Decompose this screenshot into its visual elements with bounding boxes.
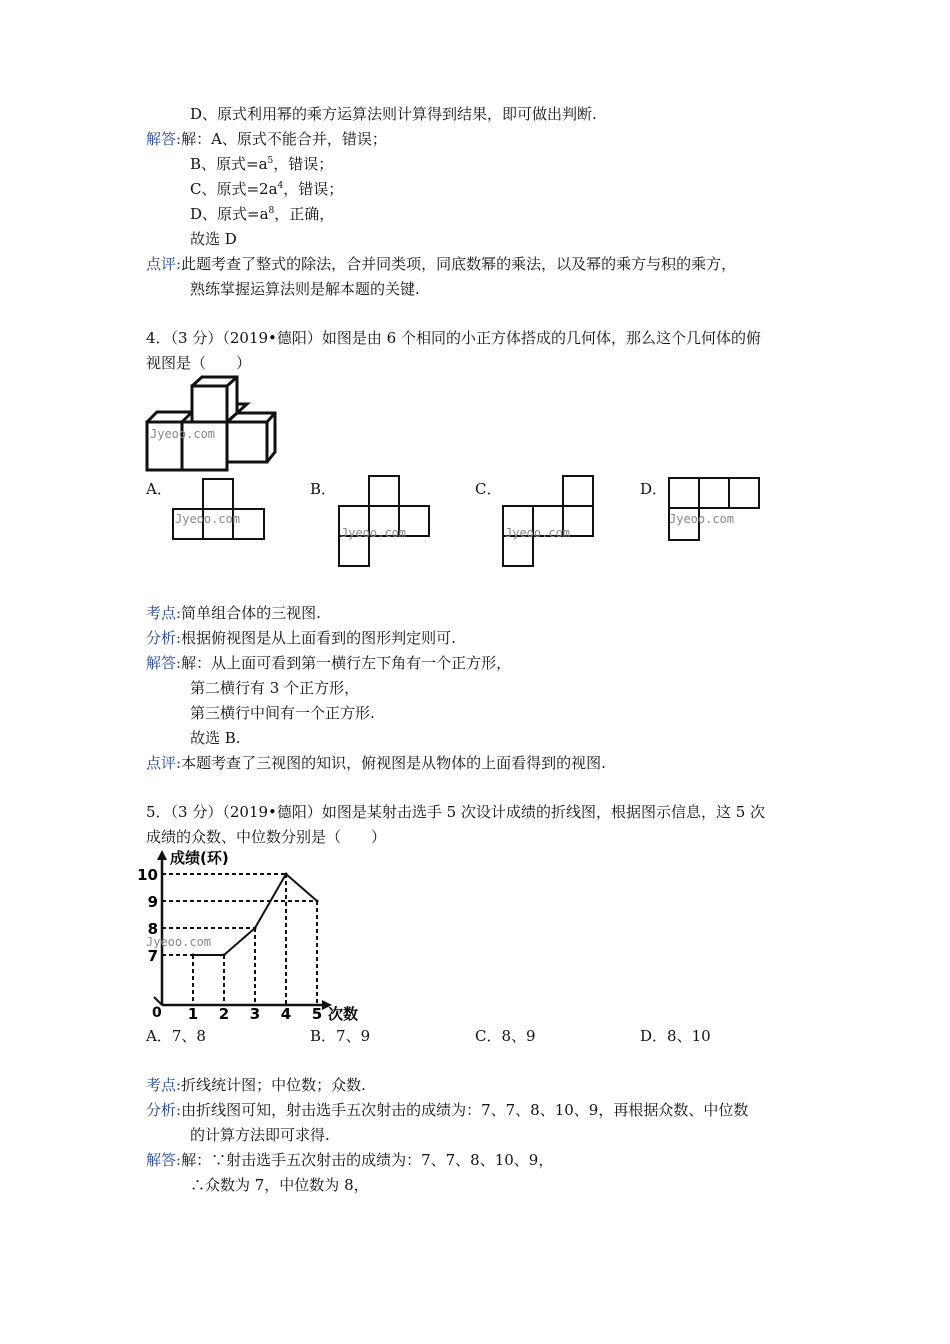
review-section <box>146 254 736 274</box>
y-tick-label-10: 10 <box>137 866 158 884</box>
q5-jieda-text-2: ∴众数为 7，中位数为 8， <box>190 1176 369 1194</box>
q5-fenxi-label: 分析: <box>146 1101 182 1119</box>
review-label: 点评: <box>146 255 182 273</box>
q5-stem-2: 成绩的众数、中位数分别是（ ） <box>146 828 387 846</box>
q4-fenxi-text: 根据俯视图是从上面看到的图形判定则可. <box>181 629 456 647</box>
data-point-4 <box>285 873 288 876</box>
q4-dianping-label: 点评: <box>146 754 182 772</box>
answer-d-text: D、原式=a <box>190 205 269 223</box>
q4-option-d-figure[interactable] <box>667 476 767 544</box>
q4-stem-1: 4．（3 分）（2019•德阳）如图是由 6 个相同的小正方体搭成的几何体，那么这个几何体的俯 <box>146 329 761 347</box>
answer-b-text: B、原式=a <box>190 155 268 173</box>
q5-line-chart <box>137 845 370 1023</box>
q4-option-a-label: A． <box>146 480 172 498</box>
x-tick-label-4: 4 <box>280 1005 292 1023</box>
data-point-2 <box>223 954 226 957</box>
answer-label: 解答: <box>146 130 182 148</box>
q5-option-b[interactable]: B．7、9 <box>310 1027 371 1045</box>
right-cube-front <box>227 422 267 462</box>
q5-fenxi-text-2: 的计算方法即可求得. <box>190 1126 330 1144</box>
q5-option-d[interactable]: D．8、10 <box>640 1027 711 1045</box>
chart-labels <box>137 849 358 1023</box>
y-tick-label-8: 8 <box>147 920 158 938</box>
q4-jieda-text-3: 第三横行中间有一个正方形. <box>190 704 375 722</box>
q4-stem-2: 视图是（ ） <box>146 354 252 372</box>
q4-kaodian-label: 考点: <box>146 604 182 622</box>
q4-option-b-label: B． <box>310 480 337 498</box>
y-axis-label: 成绩(环) <box>170 849 229 867</box>
answer-b-exponent: 5 <box>267 156 274 166</box>
y-tick-label-7: 7 <box>147 947 158 965</box>
answer-c <box>190 179 343 199</box>
q4-option-c-label: C． <box>475 480 502 498</box>
q5-stem-1: 5．（3 分）（2019•德阳）如图是某射击选手 5 次设计成绩的折线图，根据图示信息，这 5 次 <box>146 803 766 821</box>
q4-kaodian-text: 简单组合体的三视图. <box>181 604 321 622</box>
q5-fenxi-text-1: 由折线图可知，射击选手五次射击的成绩为：7、7、8、10、9，再根据众数、中位数 <box>181 1101 749 1119</box>
q4-fenxi-label: 分析: <box>146 629 182 647</box>
q4-option-b-watermark: Jyeoo.com <box>341 526 407 540</box>
origin-label: 0 <box>152 1005 162 1021</box>
chart-watermark: Jyeoo.com <box>146 935 212 949</box>
q4-option-a-watermark: Jyeoo.com <box>175 512 241 526</box>
q5-jieda-text-1: 解：∵射击选手五次射击的成绩为：7、7、8、10、9， <box>181 1151 554 1169</box>
answer-c-text: C、原式=2a <box>190 180 278 198</box>
x-tick-label-2: 2 <box>218 1005 230 1023</box>
answer-c-verdict: ，错误； <box>283 180 344 198</box>
choose-line: 故选 D <box>190 230 237 248</box>
x-tick-label-3: 3 <box>249 1005 261 1023</box>
q4-dianping-text: 本题考查了三视图的知识，俯视图是从物体的上面看得到的视图. <box>181 754 606 772</box>
q4-kaodian <box>146 603 321 623</box>
q5-kaodian-label: 考点: <box>146 1076 182 1094</box>
answer-section <box>146 129 387 149</box>
answer-d-exponent: 8 <box>268 206 275 216</box>
q4-jieda-label: 解答: <box>146 654 182 672</box>
analysis-d-line: D、原式利用幂的乘方运算法则计算得到结果，即可做出判断. <box>190 105 597 123</box>
q4-jieda <box>146 653 511 673</box>
y-tick-label-9: 9 <box>147 893 158 911</box>
q5-jieda <box>146 1150 553 1170</box>
q5-option-c[interactable]: C．8、9 <box>475 1027 536 1045</box>
q5-option-a[interactable]: A．7、8 <box>146 1027 206 1045</box>
answer-b-verdict: ，错误； <box>273 155 334 173</box>
q4-solid-figure <box>144 374 278 474</box>
answer-a: 解：A、原式不能合并，错误； <box>181 130 387 148</box>
q4-jieda-text-2: 第二横行有 3 个正方形， <box>190 679 360 697</box>
q4-option-c-figure[interactable] <box>501 474 601 572</box>
data-point-5 <box>316 900 319 903</box>
top-cube-front <box>192 386 227 422</box>
x-tick-label-1: 1 <box>187 1005 199 1023</box>
q5-kaodian-text: 折线统计图；中位数；众数. <box>181 1076 366 1094</box>
answer-d-verdict: ，正确， <box>274 205 335 223</box>
answer-b <box>190 154 333 174</box>
answer-d <box>190 204 334 224</box>
y-axis-arrow <box>157 850 167 860</box>
data-point-1 <box>192 954 195 957</box>
review-text-1: 此题考查了整式的除法，合并同类项，同底数幂的乘法，以及幂的乘方与积的乘方， <box>181 255 737 273</box>
q4-watermark: Jyeoo.com <box>150 427 216 441</box>
q4-option-a-figure[interactable] <box>171 477 271 543</box>
review-text-2: 熟练掌握运算法则是解本题的关键. <box>190 280 420 298</box>
q4-option-c-watermark: Jyeoo.com <box>505 526 571 540</box>
q5-kaodian <box>146 1075 366 1095</box>
x-tick-label-5: 5 <box>311 1005 323 1023</box>
q5-fenxi <box>146 1100 748 1120</box>
q5-jieda-label: 解答: <box>146 1151 182 1169</box>
q4-jieda-text-1: 解：从上面可看到第一横行左下角有一个正方形， <box>181 654 512 672</box>
q4-option-d-watermark: Jyeoo.com <box>669 512 735 526</box>
q4-jieda-text-4: 故选 B. <box>190 729 241 747</box>
data-point-3 <box>254 927 257 930</box>
x-axis-label: 次数 <box>328 1005 359 1023</box>
q4-dianping <box>146 753 606 773</box>
q4-fenxi <box>146 628 456 648</box>
q4-option-d-label: D． <box>640 480 668 498</box>
q4-option-b-figure[interactable] <box>337 474 437 572</box>
answer-c-exponent: 4 <box>277 181 284 191</box>
